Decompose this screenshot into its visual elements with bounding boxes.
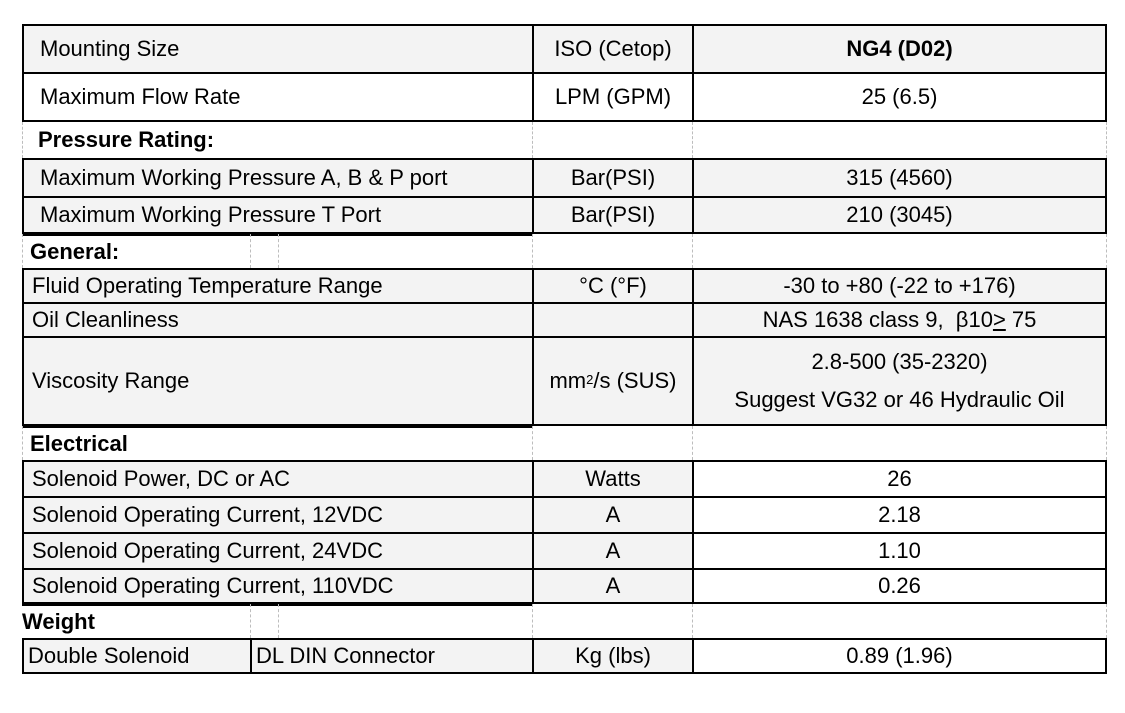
table-row <box>22 302 1107 336</box>
unit-cell: A <box>532 496 692 532</box>
grid-line <box>692 604 693 638</box>
unit-cell: Watts <box>532 460 692 496</box>
value-cell: -30 to +80 (-22 to +176) <box>692 268 1107 302</box>
param-cell: Maximum Working Pressure A, B & P port <box>22 158 532 196</box>
unit-rest: /s (SUS) <box>593 368 677 393</box>
unit-cell <box>532 302 692 336</box>
grid-line <box>250 604 251 638</box>
connector-cell: DL DIN Connector <box>250 638 532 674</box>
grid-line <box>692 426 693 460</box>
grid-line <box>532 604 533 638</box>
param-cell: Solenoid Operating Current, 110VDC <box>22 568 532 604</box>
table-row <box>22 336 1107 426</box>
section-title: Pressure Rating: <box>38 127 215 152</box>
value-cell: 25 (6.5) <box>692 72 1107 122</box>
grid-line <box>1106 426 1107 460</box>
unit-base: mm <box>549 368 587 393</box>
table-row <box>22 196 1107 234</box>
greater-equal-symbol: > <box>992 307 1006 332</box>
section-header-weight <box>22 604 1107 638</box>
unit-cell: °C (°F) <box>532 268 692 302</box>
table-row <box>22 568 1107 604</box>
unit-cell: LPM (GPM) <box>532 72 692 122</box>
value-cell <box>692 336 1107 426</box>
grid-line <box>692 234 693 268</box>
param-cell: Solenoid Operating Current, 12VDC <box>22 496 532 532</box>
table-row <box>22 158 1107 196</box>
value-cell: 0.26 <box>692 568 1107 604</box>
cleanliness-suffix: 75 <box>1005 307 1037 332</box>
section-title: Electrical <box>22 426 532 460</box>
param-cell: Fluid Operating Temperature Range <box>22 268 532 302</box>
unit-exponent: 2 <box>586 371 594 387</box>
param-cell: Double Solenoid <box>22 638 250 674</box>
grid-line <box>22 234 23 268</box>
grid-line <box>532 234 533 268</box>
grid-line <box>692 122 693 158</box>
unit-cell: Bar(PSI) <box>532 196 692 234</box>
grid-line <box>278 234 279 268</box>
grid-line <box>22 426 23 460</box>
section-header-general <box>22 234 1107 268</box>
param-cell: Viscosity Range <box>22 336 532 426</box>
grid-line <box>1106 604 1107 638</box>
grid-line <box>1106 122 1107 158</box>
table-row <box>22 532 1107 568</box>
grid-line <box>1106 234 1107 268</box>
param-cell: Maximum Flow Rate <box>22 72 532 122</box>
grid-line <box>532 426 533 460</box>
value-cell: 0.89 (1.96) <box>692 638 1107 674</box>
param-cell: Oil Cleanliness <box>22 302 532 336</box>
value-cell: 2.18 <box>692 496 1107 532</box>
viscosity-suggestion: Suggest VG32 or 46 Hydraulic Oil <box>734 387 1065 412</box>
value-cell: 1.10 <box>692 532 1107 568</box>
value-cell: 210 (3045) <box>692 196 1107 234</box>
grid-line <box>250 234 251 268</box>
unit-cell: Kg (lbs) <box>532 638 692 674</box>
unit-cell: ISO (Cetop) <box>532 24 692 72</box>
value-cell <box>692 302 1107 336</box>
value-cell: 315 (4560) <box>692 158 1107 196</box>
unit-cell <box>532 336 692 426</box>
table-row <box>22 72 1107 122</box>
table-row <box>22 24 1107 72</box>
section-header-pressure <box>22 122 1107 158</box>
value-cell: 26 <box>692 460 1107 496</box>
param-cell: Maximum Working Pressure T Port <box>22 196 532 234</box>
grid-line <box>22 122 23 158</box>
grid-line <box>532 122 533 158</box>
param-cell: Solenoid Power, DC or AC <box>22 460 532 496</box>
unit-cell: Bar(PSI) <box>532 158 692 196</box>
param-cell: Solenoid Operating Current, 24VDC <box>22 532 532 568</box>
table-row <box>22 638 1107 674</box>
viscosity-range: 2.8-500 (35-2320) <box>811 349 988 374</box>
table-row <box>22 460 1107 496</box>
grid-line <box>278 604 279 638</box>
param-cell: Mounting Size <box>22 24 532 72</box>
table-row <box>22 496 1107 532</box>
cleanliness-prefix: NAS 1638 class 9, β10 <box>762 307 993 332</box>
unit-cell: A <box>532 532 692 568</box>
section-title: Weight <box>22 604 532 638</box>
table-row <box>22 268 1107 302</box>
unit-cell: A <box>532 568 692 604</box>
value-cell: NG4 (D02) <box>692 24 1107 72</box>
section-header-electrical <box>22 426 1107 460</box>
section-title: General: <box>22 234 532 268</box>
